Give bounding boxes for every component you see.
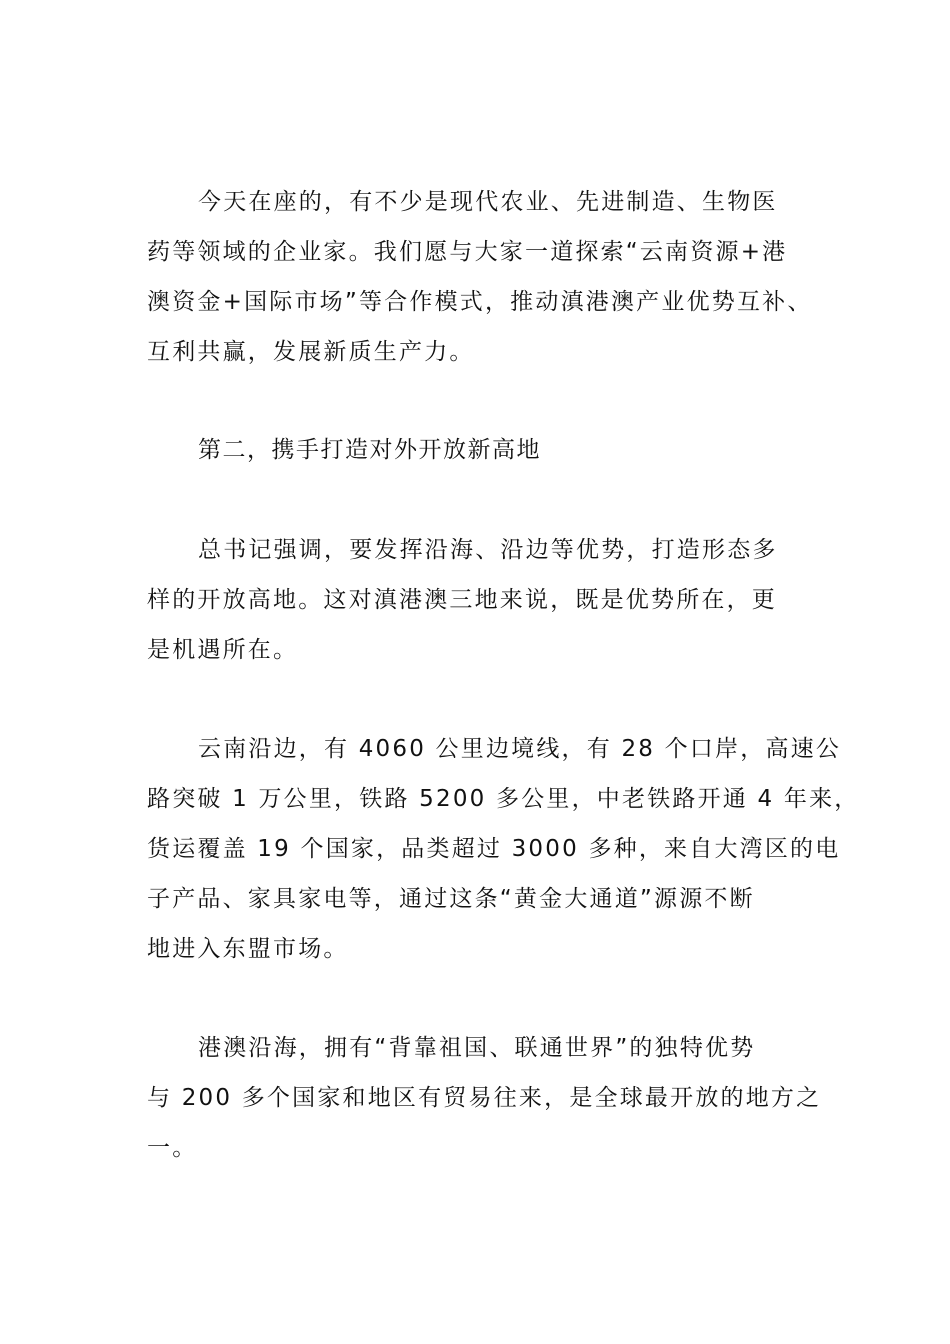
text-line: 总书记强调，要发挥沿海、沿边等优势，打造形态多 <box>198 537 778 563</box>
text-line: 地进入东盟市场。 <box>147 936 349 962</box>
text-line: 今天在座的，有不少是现代农业、先进制造、生物医 <box>198 189 778 215</box>
text-line: 互利共赢，发展新质生产力。 <box>147 339 475 365</box>
text-line: 是机遇所在。 <box>147 637 299 663</box>
text-line: 样的开放高地。这对滇港澳三地来说，既是优势所在，更 <box>147 587 777 613</box>
text-line: 货运覆盖 19 个国家，品类超过 3000 多种，来自大湾区的电 <box>147 836 841 862</box>
text-line: 云南沿边，有 4060 公里边境线，有 28 个口岸，高速公 <box>198 736 842 762</box>
text-line: 路突破 1 万公里，铁路 5200 多公里，中老铁路开通 4 年来， <box>147 786 860 812</box>
text-line: 子产品、家具家电等，通过这条“黄金大通道”源源不断 <box>147 886 755 912</box>
text-line: 药等领域的企业家。我们愿与大家一道探索“云南资源+港 <box>147 239 788 265</box>
section-heading: 第二，携手打造对外开放新高地 <box>198 437 541 463</box>
text-line: 与 200 多个国家和地区有贸易往来，是全球最开放的地方之 <box>147 1085 822 1111</box>
text-line: 澳资金+国际市场”等合作模式，推动滇港澳产业优势互补、 <box>147 289 813 315</box>
text-line: 一。 <box>147 1135 198 1161</box>
text-line: 港澳沿海，拥有“背靠祖国、联通世界”的独特优势 <box>198 1035 756 1061</box>
